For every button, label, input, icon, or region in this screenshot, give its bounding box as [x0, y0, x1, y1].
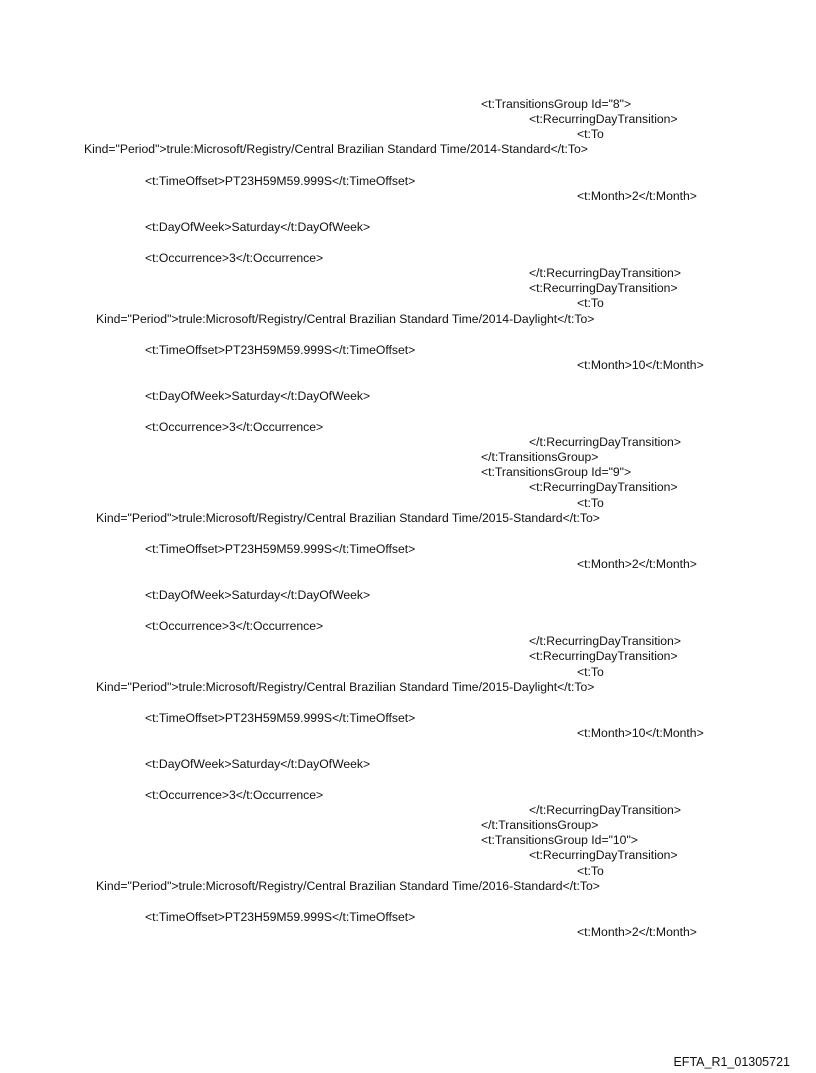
- xml-line: Kind="Period">trule:Microsoft/Registry/Central Brazilian Standard Time/2014-Daylight</t:To>: [96, 312, 595, 326]
- xml-line: </t:TransitionsGroup>: [481, 450, 599, 464]
- xml-line: <t:Occurrence>3</t:Occurrence>: [145, 251, 324, 265]
- xml-line: <t:DayOfWeek>Saturday</t:DayOfWeek>: [145, 588, 371, 602]
- xml-line: </t:TransitionsGroup>: [481, 818, 599, 832]
- xml-line: </t:RecurringDayTransition>: [529, 634, 681, 648]
- xml-line: <t:To: [577, 864, 604, 878]
- xml-line: <t:Occurrence>3</t:Occurrence>: [145, 420, 324, 434]
- xml-line: <t:TimeOffset>PT23H59M59.999S</t:TimeOffset>: [145, 542, 416, 556]
- xml-line: <t:TransitionsGroup Id="8">: [481, 97, 632, 111]
- xml-line: <t:RecurringDayTransition>: [529, 112, 678, 126]
- xml-line: </t:RecurringDayTransition>: [529, 803, 681, 817]
- xml-line: <t:TimeOffset>PT23H59M59.999S</t:TimeOffset>: [145, 174, 416, 188]
- xml-line: <t:TransitionsGroup Id="10">: [481, 833, 638, 847]
- xml-line: <t:TimeOffset>PT23H59M59.999S</t:TimeOffset>: [145, 910, 416, 924]
- xml-line: <t:Month>10</t:Month>: [577, 726, 704, 740]
- xml-line: Kind="Period">trule:Microsoft/Registry/Central Brazilian Standard Time/2015-Daylight</t:To>: [96, 680, 595, 694]
- xml-line: </t:RecurringDayTransition>: [529, 435, 681, 449]
- xml-line: Kind="Period">trule:Microsoft/Registry/Central Brazilian Standard Time/2015-Standard</t:To>: [96, 511, 600, 525]
- xml-line: <t:DayOfWeek>Saturday</t:DayOfWeek>: [145, 220, 371, 234]
- xml-line: Kind="Period">trule:Microsoft/Registry/Central Brazilian Standard Time/2014-Standard</t:To>: [84, 142, 588, 156]
- xml-line: <t:Occurrence>3</t:Occurrence>: [145, 788, 324, 802]
- xml-line: <t:DayOfWeek>Saturday</t:DayOfWeek>: [145, 757, 371, 771]
- xml-line: <t:To: [577, 127, 604, 141]
- xml-line: <t:TransitionsGroup Id="9">: [481, 465, 632, 479]
- xml-line: <t:RecurringDayTransition>: [529, 649, 678, 663]
- xml-line: <t:DayOfWeek>Saturday</t:DayOfWeek>: [145, 389, 371, 403]
- xml-line: <t:To: [577, 496, 604, 510]
- xml-line: <t:Month>2</t:Month>: [577, 189, 697, 203]
- xml-line: <t:TimeOffset>PT23H59M59.999S</t:TimeOffset>: [145, 711, 416, 725]
- xml-line: <t:Month>2</t:Month>: [577, 557, 697, 571]
- xml-line: <t:To: [577, 296, 604, 310]
- document-id-footer: EFTA_R1_01305721: [673, 1055, 790, 1069]
- xml-line: <t:Month>10</t:Month>: [577, 358, 704, 372]
- xml-line: <t:To: [577, 665, 604, 679]
- xml-line: Kind="Period">trule:Microsoft/Registry/Central Brazilian Standard Time/2016-Standard</t:To>: [96, 879, 600, 893]
- xml-line: <t:RecurringDayTransition>: [529, 848, 678, 862]
- xml-line: <t:RecurringDayTransition>: [529, 480, 678, 494]
- xml-line: </t:RecurringDayTransition>: [529, 266, 681, 280]
- xml-line: <t:Month>2</t:Month>: [577, 925, 697, 939]
- xml-line: <t:TimeOffset>PT23H59M59.999S</t:TimeOffset>: [145, 343, 416, 357]
- xml-line: <t:RecurringDayTransition>: [529, 281, 678, 295]
- xml-line: <t:Occurrence>3</t:Occurrence>: [145, 619, 324, 633]
